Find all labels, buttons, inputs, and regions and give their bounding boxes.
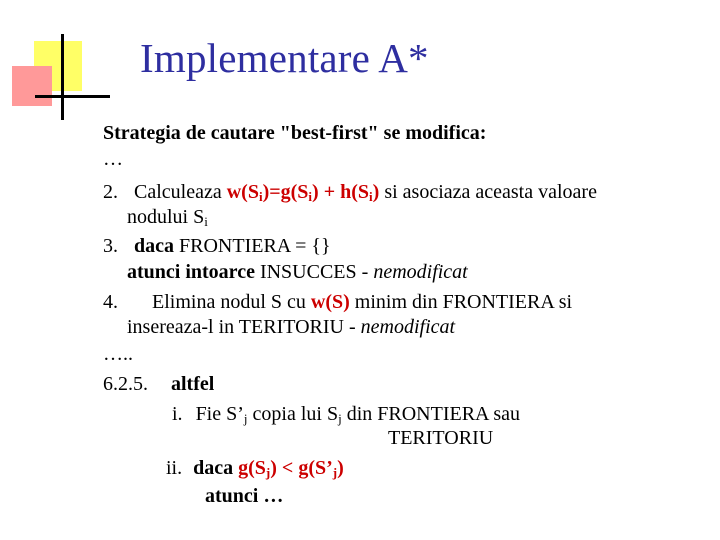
step-3-line: [103, 234, 331, 258]
substep-i-continuation: TERITORIU: [388, 427, 494, 449]
step-2-text-b: si asociaza aceasta valoare: [379, 181, 597, 203]
step-4-continuation: insereaza-l in TERITORIU - nemodificat: [127, 316, 456, 338]
step-3-number: 3.: [103, 235, 118, 257]
intro-line: Strategia de cautare "best-first" se modifica:: [103, 122, 487, 144]
ellipsis-2: …..: [103, 343, 133, 365]
step-625-altfel: altfel: [171, 373, 215, 395]
decor-vertical-line: [61, 34, 64, 120]
step-3-keyword: daca: [134, 235, 174, 257]
substep-ii-formula: $g(S_j)$ < $g(S’_j)$: [238, 457, 344, 480]
step-2-text: Calculeaza: [134, 181, 227, 203]
step-3-continuation: atunci intoarce INSUCCES - nemodificat: [127, 261, 468, 283]
step-2-line: [103, 180, 597, 204]
slide-title: Implementare A*: [140, 35, 429, 81]
step-625-line: [103, 372, 215, 396]
step-2-formula: $w(S_i)=g(S_i) + h(S_i)$: [226, 181, 380, 204]
decor-horizontal-line: [35, 95, 110, 98]
decor-pink-square: [12, 66, 52, 106]
step-3-note: nemodificat: [373, 261, 468, 283]
step-625-number: 6.2.5.: [103, 373, 148, 395]
step-3-condition: FRONTIERA = {}: [174, 235, 331, 257]
step-4-number: 4.: [103, 291, 118, 313]
substep-ii-line: ii. daca $g(S_j)$ < $g(S’_j)$: [166, 457, 344, 480]
ellipsis-1: …: [103, 148, 123, 170]
step-4-note: nemodificat: [360, 316, 456, 338]
step-2-continuation: nodului $S_i$: [127, 206, 208, 229]
substep-ii-atunci: atunci …: [205, 485, 284, 507]
step-4-line: 4. Elimina nodul S cu w(S) minim din FRONTIERA si: [103, 291, 573, 313]
step-4-w: w(S): [310, 291, 350, 313]
substep-i-line: i. Fie $S’_j$ copia lui $S_j$ din FRONTIERA sau: [172, 403, 521, 426]
step-2-number: 2.: [103, 181, 118, 203]
